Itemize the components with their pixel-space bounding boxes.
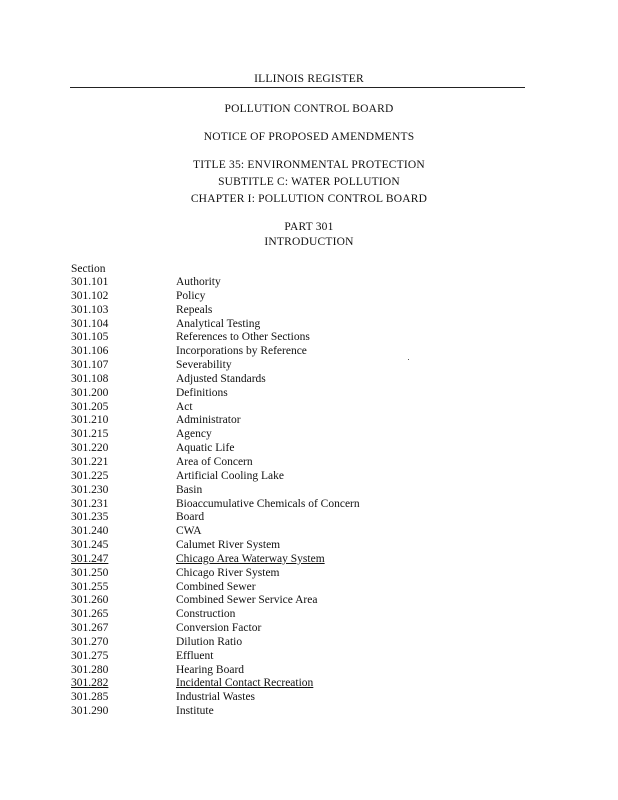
section-number: 301.235 bbox=[71, 511, 109, 524]
section-row bbox=[0, 442, 618, 456]
section-row bbox=[0, 304, 618, 318]
section-row bbox=[0, 511, 618, 525]
section-row bbox=[0, 331, 618, 345]
section-title: Institute bbox=[176, 705, 214, 718]
section-title: Industrial Wastes bbox=[176, 691, 256, 704]
section-row bbox=[0, 636, 618, 650]
section-number: 301.270 bbox=[71, 635, 109, 648]
section-title: Dilution Ratio bbox=[176, 635, 243, 648]
section-row bbox=[0, 387, 618, 401]
section-row bbox=[0, 345, 618, 359]
section-row bbox=[0, 290, 618, 304]
section-title: Combined Sewer bbox=[176, 580, 256, 593]
section-title: Act bbox=[176, 400, 193, 413]
section-number: 301.282 bbox=[71, 677, 109, 690]
section-number: 301.267 bbox=[71, 622, 109, 635]
section-number: 301.240 bbox=[71, 525, 109, 538]
register-title: ILLINOIS REGISTER bbox=[254, 73, 364, 85]
section-row bbox=[0, 525, 618, 539]
section-row bbox=[0, 498, 618, 512]
section-number: 301.103 bbox=[71, 303, 109, 316]
section-number: 301.225 bbox=[71, 469, 109, 482]
section-number: 301.107 bbox=[71, 359, 109, 372]
section-row bbox=[0, 428, 618, 442]
section-list bbox=[0, 276, 618, 719]
section-title: Construction bbox=[176, 608, 236, 621]
section-row bbox=[0, 414, 618, 428]
section-row bbox=[0, 470, 618, 484]
section-number: 301.255 bbox=[71, 580, 109, 593]
section-row bbox=[0, 650, 618, 664]
section-title: Incorporations by Reference bbox=[176, 345, 307, 358]
section-number: 301.108 bbox=[71, 372, 109, 385]
section-row bbox=[0, 567, 618, 581]
section-row bbox=[0, 594, 618, 608]
section-title: Area of Concern bbox=[176, 455, 253, 468]
section-number: 301.221 bbox=[71, 455, 109, 468]
section-row bbox=[0, 401, 618, 415]
agency-heading: POLLUTION CONTROL BOARD bbox=[224, 103, 394, 115]
section-title: Incidental Contact Recreation bbox=[176, 677, 314, 690]
section-number: 301.280 bbox=[71, 663, 109, 676]
section-row bbox=[0, 664, 618, 678]
section-title: Hearing Board bbox=[176, 663, 245, 676]
section-title: Aquatic Life bbox=[176, 442, 235, 455]
section-title: Artificial Cooling Lake bbox=[176, 469, 284, 482]
section-row bbox=[0, 677, 618, 691]
section-title: Bioaccumulative Chemicals of Concern bbox=[176, 497, 360, 510]
section-number: 301.290 bbox=[71, 705, 109, 718]
section-number: 301.260 bbox=[71, 594, 109, 607]
section-number: 301.265 bbox=[71, 608, 109, 621]
section-number: 301.106 bbox=[71, 345, 109, 358]
part-name: INTRODUCTION bbox=[264, 236, 354, 248]
section-number: 301.220 bbox=[71, 442, 109, 455]
notice-heading: NOTICE OF PROPOSED AMENDMENTS bbox=[203, 131, 415, 143]
scan-speck bbox=[408, 359, 409, 360]
section-number: 301.105 bbox=[71, 331, 109, 344]
section-number: 301.247 bbox=[71, 552, 109, 565]
chapter-heading: CHAPTER I: POLLUTION CONTROL BOARD bbox=[190, 193, 428, 205]
title-heading: TITLE 35: ENVIRONMENTAL PROTECTION bbox=[193, 159, 425, 171]
section-title: Basin bbox=[176, 483, 203, 496]
section-row bbox=[0, 581, 618, 595]
section-title: Analytical Testing bbox=[176, 317, 261, 330]
section-number: 301.210 bbox=[71, 414, 109, 427]
section-number: 301.231 bbox=[71, 497, 109, 510]
section-number: 301.102 bbox=[71, 289, 109, 302]
part-number: PART 301 bbox=[284, 221, 334, 233]
section-number: 301.101 bbox=[71, 276, 109, 288]
section-row bbox=[0, 705, 618, 719]
section-row bbox=[0, 622, 618, 636]
section-row bbox=[0, 691, 618, 705]
section-row bbox=[0, 539, 618, 553]
section-number: 301.275 bbox=[71, 649, 109, 662]
section-row bbox=[0, 373, 618, 387]
section-title: Adjusted Standards bbox=[176, 372, 266, 385]
section-title: CWA bbox=[176, 525, 202, 538]
section-title: Severability bbox=[176, 359, 232, 372]
section-title: Conversion Factor bbox=[176, 622, 262, 635]
section-number: 301.200 bbox=[71, 386, 109, 399]
section-number: 301.245 bbox=[71, 539, 109, 552]
section-number: 301.230 bbox=[71, 483, 109, 496]
section-row bbox=[0, 553, 618, 567]
section-number: 301.215 bbox=[71, 428, 109, 441]
section-title: Policy bbox=[176, 289, 206, 302]
section-title: Calumet River System bbox=[176, 539, 281, 552]
section-title: Administrator bbox=[176, 414, 241, 427]
section-title: Combined Sewer Service Area bbox=[176, 594, 318, 607]
section-column-heading: Section bbox=[71, 263, 106, 275]
section-row bbox=[0, 456, 618, 470]
section-row bbox=[0, 484, 618, 498]
section-title: Chicago River System bbox=[176, 566, 280, 579]
section-title: Chicago Area Waterway System bbox=[176, 552, 325, 565]
section-title: Authority bbox=[176, 276, 221, 288]
section-title: Board bbox=[176, 511, 205, 524]
section-title: Repeals bbox=[176, 303, 213, 316]
header-rule bbox=[70, 87, 525, 88]
section-row bbox=[0, 359, 618, 373]
subtitle-heading: SUBTITLE C: WATER POLLUTION bbox=[218, 176, 400, 188]
section-title: Definitions bbox=[176, 386, 228, 399]
section-number: 301.250 bbox=[71, 566, 109, 579]
section-title: References to Other Sections bbox=[176, 331, 310, 344]
section-row bbox=[0, 318, 618, 332]
section-number: 301.104 bbox=[71, 317, 109, 330]
section-title: Effluent bbox=[176, 649, 214, 662]
section-row bbox=[0, 276, 618, 290]
section-number: 301.205 bbox=[71, 400, 109, 413]
section-title: Agency bbox=[176, 428, 212, 441]
section-number: 301.285 bbox=[71, 691, 109, 704]
section-row bbox=[0, 608, 618, 622]
